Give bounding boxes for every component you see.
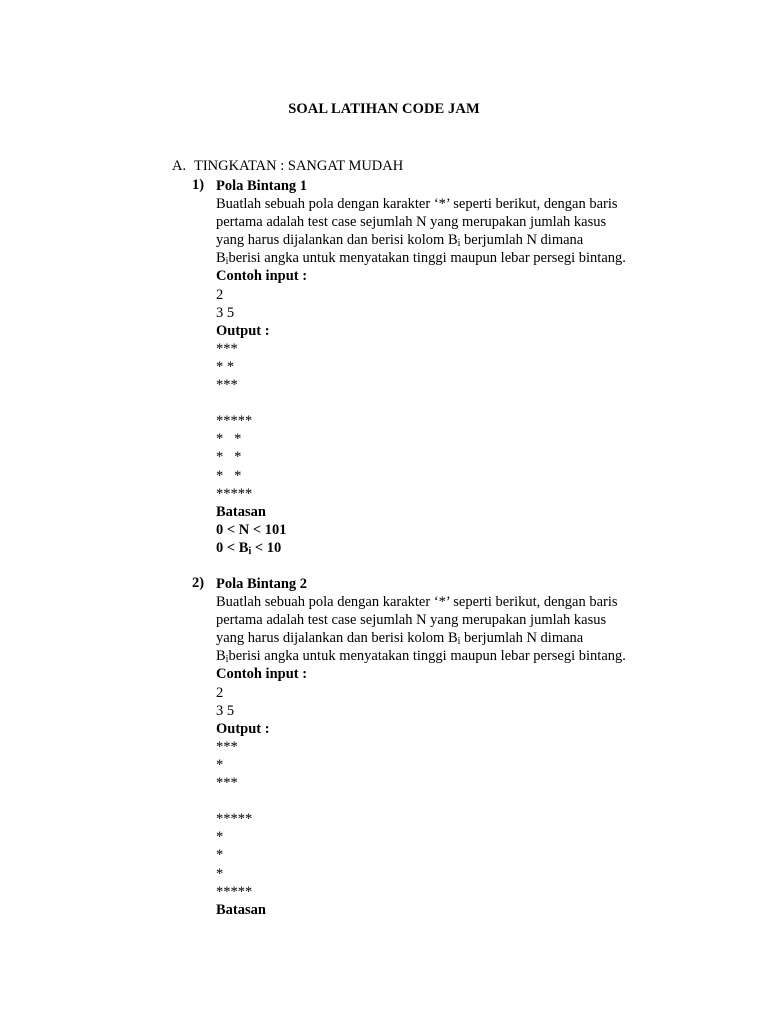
output-line: *** <box>216 377 238 394</box>
output-line: * * <box>216 358 235 375</box>
input-label: Contoh input : <box>216 268 308 285</box>
output-line: * <box>216 829 224 846</box>
constraint-line: 0 < N < 101 <box>216 521 287 538</box>
document-title: SOAL LATIHAN CODE JAM <box>288 101 480 117</box>
problem-number: 1) <box>192 177 205 193</box>
constraints-label: Batasan <box>216 503 266 520</box>
output-line: * * <box>216 431 242 448</box>
output-line: *** <box>216 775 238 792</box>
problem-desc-line: yang harus dijalankan dan berisi kolom $B_i$ berjumlah N dimana <box>216 630 584 648</box>
output-line: ***** <box>216 485 253 502</box>
problem-desc-line: $B_iberisi$ angka untuk menyatakan tinggi maupun lebar persegi bintang. <box>216 250 626 268</box>
input-line: 2 <box>216 286 224 303</box>
output-line: * <box>216 847 224 864</box>
blank-line <box>216 394 666 412</box>
problem-desc-line: $B_iberisi$ angka untuk menyatakan tinggi maupun lebar persegi bintang. <box>216 648 626 666</box>
problem-desc-line: pertama adalah test case sejumlah N yang merupakan jumlah kasus <box>216 214 607 231</box>
problem-desc-line: yang harus dijalankan dan berisi kolom $B_i$ berjumlah N dimana <box>216 232 584 250</box>
input-line: 3 5 <box>216 702 235 719</box>
output-line: * <box>216 865 224 882</box>
output-line: * * <box>216 449 242 466</box>
output-line: *** <box>216 738 238 755</box>
output-line: * * <box>216 467 242 484</box>
output-line: ***** <box>216 883 253 900</box>
constraints-label: Batasan <box>216 901 266 918</box>
problem-title: Pola Bintang 2 <box>216 576 308 592</box>
problem-desc-line: pertama adalah test case sejumlah N yang merupakan jumlah kasus <box>216 612 607 629</box>
output-line: ***** <box>216 413 253 430</box>
section-letter: A. <box>172 158 187 174</box>
input-line: 2 <box>216 684 224 701</box>
blank-line <box>216 792 666 810</box>
problem-desc-line: Buatlah sebuah pola dengan karakter ‘*’ seperti berikut, dengan baris <box>216 594 618 611</box>
problem-body <box>216 575 666 919</box>
output-label: Output : <box>216 322 270 339</box>
problem-title: Pola Bintang 1 <box>216 178 308 194</box>
section-heading <box>172 158 403 175</box>
input-line: 3 5 <box>216 304 235 321</box>
output-line: ***** <box>216 811 253 828</box>
problem-body <box>216 177 666 557</box>
output-line: *** <box>216 340 238 357</box>
output-label: Output : <box>216 720 270 737</box>
section-label: TINGKATAN : SANGAT MUDAH <box>194 158 404 174</box>
problem-number: 2) <box>192 575 205 591</box>
input-label: Contoh input : <box>216 666 308 683</box>
constraint-line: $0 < B_i < 10$ <box>216 539 282 557</box>
problem-desc-line: Buatlah sebuah pola dengan karakter ‘*’ seperti berikut, dengan baris <box>216 196 618 213</box>
output-line: * <box>216 756 224 773</box>
